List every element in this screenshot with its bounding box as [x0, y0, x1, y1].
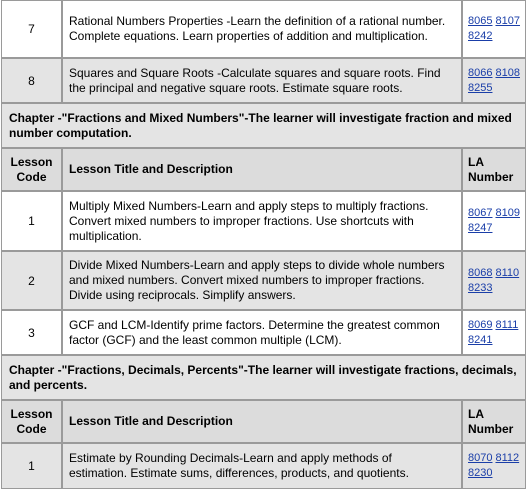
chapter-row: [0, 355, 528, 400]
header-lesson-code: Lesson Code: [1, 400, 62, 443]
la-link[interactable]: 8242: [468, 30, 493, 42]
la-link[interactable]: 8241: [468, 333, 493, 346]
la-number-cell: [462, 310, 526, 355]
la-link[interactable]: 8112: [495, 452, 520, 464]
la-link[interactable]: 8069: [468, 318, 493, 331]
la-link[interactable]: 8107: [495, 15, 520, 27]
la-link[interactable]: 8065: [468, 15, 493, 27]
table-header-row: [0, 400, 528, 443]
lesson-code: 1: [1, 191, 62, 251]
la-number-cell: [462, 0, 526, 58]
lesson-description: Multiply Mixed Numbers-Learn and apply steps to multiply fractions. Convert mixed numbers to improper fractions. Use shortcuts with multiplication.: [62, 191, 462, 251]
la-link[interactable]: 8108: [495, 66, 520, 79]
la-link[interactable]: 8230: [468, 467, 493, 479]
header-lesson-title: Lesson Title and Description: [62, 400, 462, 443]
la-link[interactable]: 8247: [468, 222, 493, 234]
lesson-code: 8: [1, 58, 62, 103]
header-lesson-code: Lesson Code: [1, 148, 62, 191]
la-link[interactable]: 8068: [468, 266, 493, 279]
la-link[interactable]: 8233: [468, 281, 493, 294]
la-number-cell: [462, 191, 526, 251]
lesson-code: 2: [1, 251, 62, 310]
la-number-cell: [462, 251, 526, 310]
lesson-code: 3: [1, 310, 62, 355]
la-link[interactable]: 8070: [468, 452, 493, 464]
lesson-description: Estimate by Rounding Decimals-Learn and apply methods of estimation. Estimate sums, differences, products, and quotients.: [62, 443, 462, 489]
la-link[interactable]: 8066: [468, 66, 493, 79]
la-link[interactable]: 8109: [495, 207, 520, 219]
table-header-row: [0, 148, 528, 191]
lesson-code: 1: [1, 443, 62, 489]
table-row: [0, 310, 528, 355]
la-link[interactable]: 8111: [495, 318, 519, 331]
lesson-description: GCF and LCM-Identify prime factors. Determine the greatest common factor (GCF) and the least common multiple (LCM).: [62, 310, 462, 355]
la-number-cell: [462, 443, 526, 489]
lesson-description: Divide Mixed Numbers-Learn and apply steps to divide whole numbers and mixed numbers. Convert mixed numbers to improper fractions. Divide using reciprocals. Simplify answers.: [62, 251, 462, 310]
table-row: [0, 0, 528, 58]
lesson-description: Squares and Square Roots -Calculate squares and square roots. Find the principal and negative square roots. Estimate square roots.: [62, 58, 462, 103]
la-number-cell: [462, 58, 526, 103]
table-row: [0, 443, 528, 489]
header-la-number: LA Number: [462, 148, 526, 191]
lesson-code: 7: [1, 0, 62, 58]
chapter-title: Chapter -"Fractions and Mixed Numbers"-The learner will investigate fraction and mixed number computation.: [1, 103, 526, 148]
table-row: [0, 58, 528, 103]
header-la-number: LA Number: [462, 400, 526, 443]
chapter-row: [0, 103, 528, 148]
la-link[interactable]: 8067: [468, 207, 493, 219]
chapter-title: Chapter -"Fractions, Decimals, Percents"-The learner will investigate fractions, decimals, and percents.: [1, 355, 526, 400]
table-row: [0, 191, 528, 251]
header-lesson-title: Lesson Title and Description: [62, 148, 462, 191]
table-row: [0, 251, 528, 310]
la-link[interactable]: 8255: [468, 81, 493, 94]
lesson-description: Rational Numbers Properties -Learn the definition of a rational number. Complete equations. Learn properties of addition and multiplication.: [62, 0, 462, 58]
la-link[interactable]: 8110: [495, 266, 520, 279]
